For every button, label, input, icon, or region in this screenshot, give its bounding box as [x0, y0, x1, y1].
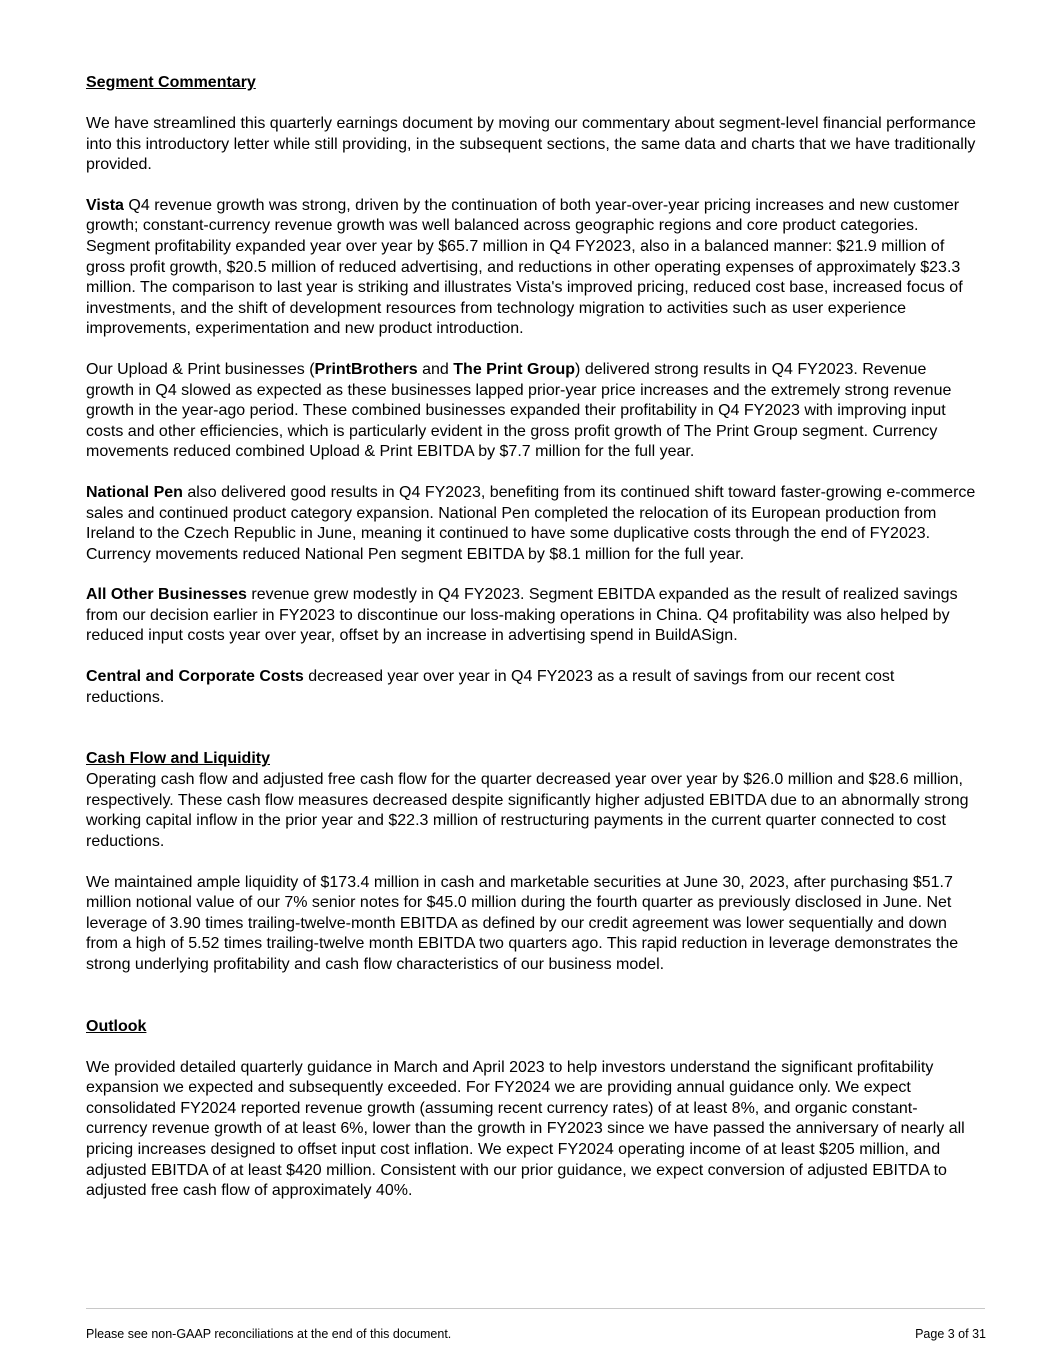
central-costs-label: Central and Corporate Costs — [86, 668, 304, 686]
outlook-paragraph: We provided detailed quarterly guidance in March and April 2023 to help investors understand the significant profitability expansion we expected and subsequently exceeded. For FY2024 we are providing annual guidance only. We expect consolidated FY2024 reported revenue growth (assuming recent currency rates) of at least 8%, and organic constant-currency revenue growth of at least 6%, lower than the growth in FY2023 since we have passed the anniversary of nearly all pricing increases designed to offset input cost inflation. We expect FY2024 operating income of at least $205 million, and adjusted EBITDA of at least $420 million. Consistent with our prior guidance, we expect conversion of adjusted EBITDA to adjusted free cash flow of approximately 40%. — [86, 1058, 965, 1200]
segment-commentary-heading: Segment Commentary — [86, 74, 256, 91]
central-costs-paragraph — [86, 667, 976, 708]
vista-paragraph — [86, 196, 976, 340]
page-content — [86, 72, 976, 1202]
national-pen-paragraph — [86, 483, 976, 565]
all-other-paragraph — [86, 585, 976, 647]
all-other-label: All Other Businesses — [86, 586, 247, 604]
vista-label: Vista — [86, 196, 124, 214]
cash-flow-paragraph-1: Operating cash flow and adjusted free cash flow for the quarter decreased year over year by $26.0 million and $28.6 million, respectively. These cash flow measures decreased despite significantly higher adjusted EBITDA due to an abnormally strong working capital inflow in the prior year and $22.3 million of restructuring payments in the current quarter connected to cost reductions. — [86, 771, 969, 851]
all-other-text: revenue grew modestly in Q4 FY2023. Segment EBITDA expanded as the result of realized savings from our decision earlier in FY2023 to discontinue our loss-making operations in China. Q4 profitability was also helped by reduced input costs year over year, offset by an increase in advertising spend in BuildASign. — [86, 586, 958, 645]
cash-flow-paragraph-2: We maintained ample liquidity of $173.4 million in cash and marketable securities at June 30, 2023, after purchasing $51.7 million notional value of our 7% senior notes for $45.0 million during the fourth quarter as previously disclosed in June. Net leverage of 3.90 times trailing-twelve-month EBITDA as defined by our credit agreement was lower sequentially and down from a high of 5.52 times trailing-twelve month EBITDA two quarters ago. This rapid reduction in leverage demonstrates the strong underlying profitability and cash flow characteristics of our business model. — [86, 873, 959, 973]
upload-print-paragraph — [86, 360, 976, 463]
central-costs-text: decreased year over year in Q4 FY2023 as a result of savings from our recent cost reductions. — [86, 668, 895, 706]
footer-note: Please see non-GAAP reconciliations at the end of this document. — [86, 1327, 452, 1341]
national-pen-text: also delivered good results in Q4 FY2023, benefiting from its continued shift toward faster-growing e-commerce sales and continued product category expansion. National Pen completed the relocation of its European production from Ireland to the Czech Republic in June, meaning it continued to have some duplicative costs through the end of FY2023. Currency movements reduced National Pen segment EBITDA by $8.1 million for the full year. — [86, 483, 976, 563]
upload-print-text-a: Our Upload & Print businesses ( — [86, 360, 315, 378]
printbrothers-label: PrintBrothers — [314, 360, 418, 378]
page-number: Page 3 of 31 — [915, 1327, 986, 1341]
upload-print-text-b: and — [417, 360, 454, 378]
vista-text: Q4 revenue growth was strong, driven by the continuation of both year-over-year pricing increases and new customer growth; constant-currency revenue growth was well balanced across geographic regions and core product categories. Segment profitability expanded year over year by $65.7 million in Q4 FY2023, also in a balanced manner: $21.9 million of gross profit growth, $20.5 million of reduced advertising, and reductions in other operating expenses of approximately $23.3 million. The comparison to last year is striking and illustrates Vista's improved pricing, reduced cost base, increased focus of investments, and the shift of development resources from technology migration to activities such as user experience improvements, experimentation and new product introduction. — [86, 196, 963, 338]
national-pen-label: National Pen — [86, 483, 183, 501]
print-group-label: The Print Group — [453, 360, 576, 378]
outlook-heading: Outlook — [86, 1017, 147, 1035]
cash-flow-heading: Cash Flow and Liquidity — [86, 750, 270, 768]
upload-print-text-c: ) delivered strong results in Q4 FY2023. Revenue growth in Q4 slowed as expected as these businesses lapped prior-year price increases and the extremely strong revenue growth in the year-ago period. These combined businesses expanded their profitability in Q4 FY2023 with improving input costs and other efficiencies, which is particularly evident in the gross profit growth of The Print Group segment. Currency movements reduced combined Upload & Print EBITDA by $7.7 million for the full year. — [86, 360, 952, 461]
footer-divider — [86, 1308, 985, 1309]
segment-intro-paragraph: We have streamlined this quarterly earnings document by moving our commentary about segment-level financial performance into this introductory letter while still providing, in the subsequent sections, the same data and charts that we have traditionally provided. — [86, 115, 976, 174]
